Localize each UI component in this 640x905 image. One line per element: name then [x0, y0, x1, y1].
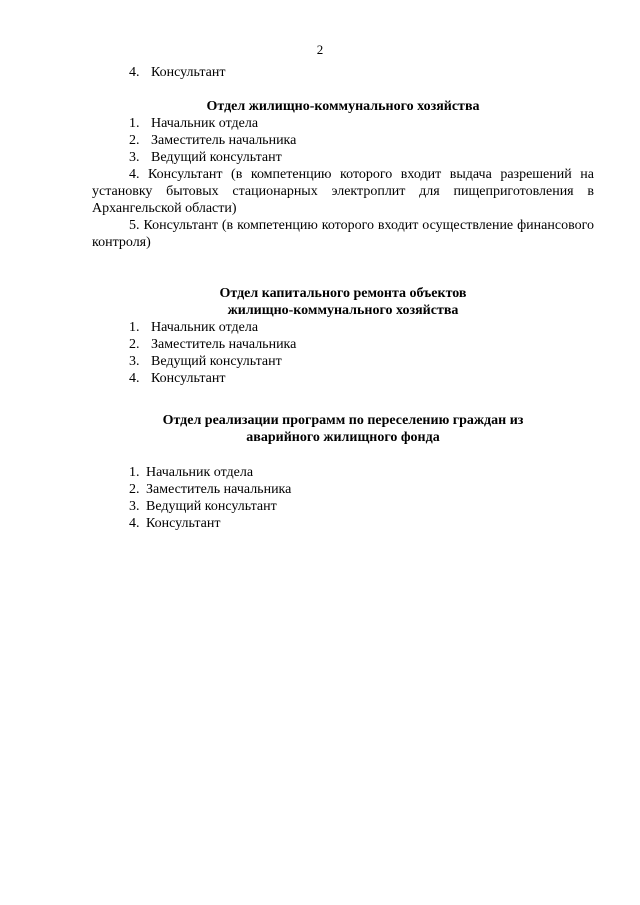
section-heading-housing-utilities: Отдел жилищно-коммунального хозяйства — [206, 99, 480, 114]
list-paragraph-item-4: 4. Консультант (в компетенцию которого входит выдача разрешений на установку бытовых стационарных электроплит для пищеприготовления в Архангельской области) — [92, 167, 594, 216]
list-item — [129, 336, 594, 353]
list-item-number: 2. — [129, 133, 140, 148]
list-item-number: 2. — [129, 337, 140, 352]
list-item-text: Начальник отдела — [151, 116, 259, 131]
list-item — [129, 64, 594, 81]
page-number: 2 — [316, 42, 324, 57]
list-item-number: 4. — [129, 65, 140, 80]
list-paragraph-item-5: 5. Консультант (в компетенцию которого входит осуществление финансового контроля) — [92, 218, 594, 250]
list-item-text: Заместитель начальника — [146, 482, 292, 497]
list-item-text: Начальник отдела — [151, 320, 259, 335]
list-item-text: Ведущий консультант — [146, 499, 277, 514]
list-item — [129, 498, 594, 515]
section-heading-capital-repair-line1: Отдел капитального ремонта объектов — [219, 286, 467, 301]
list-item-text: Консультант — [151, 65, 226, 80]
list-item-number: 1. — [129, 320, 140, 335]
section-heading-resettlement-line1: Отдел реализации программ по переселению граждан из — [162, 413, 524, 428]
list-item — [129, 515, 594, 532]
list-item — [129, 132, 594, 149]
section-heading-resettlement-line2: аварийного жилищного фонда — [246, 430, 440, 445]
list-item — [129, 149, 594, 166]
list-item — [129, 481, 594, 498]
list-item-text: Ведущий консультант — [151, 150, 282, 165]
list-item-number: 3. — [129, 499, 140, 514]
list-item-text: Заместитель начальника — [151, 337, 297, 352]
list-item-number: 3. — [129, 150, 140, 165]
section-heading-capital-repair-line2: жилищно-коммунального хозяйства — [227, 303, 459, 318]
list-item-number: 2. — [129, 482, 140, 497]
list-item-number: 1. — [129, 465, 140, 480]
list-item-text: Заместитель начальника — [151, 133, 297, 148]
document-body — [92, 64, 594, 532]
list-item — [129, 464, 594, 481]
list-item-number: 1. — [129, 116, 140, 131]
list-item — [129, 319, 594, 336]
list-item-number: 4. — [129, 371, 140, 386]
list-item-number: 4. — [129, 516, 140, 531]
list-item-number: 3. — [129, 354, 140, 369]
list-item — [129, 353, 594, 370]
list-item-text: Консультант — [146, 516, 221, 531]
list-item-text: Ведущий консультант — [151, 354, 282, 369]
list-item — [129, 115, 594, 132]
list-item — [129, 370, 594, 387]
list-item-text: Начальник отдела — [146, 465, 254, 480]
list-item-text: Консультант — [151, 371, 226, 386]
